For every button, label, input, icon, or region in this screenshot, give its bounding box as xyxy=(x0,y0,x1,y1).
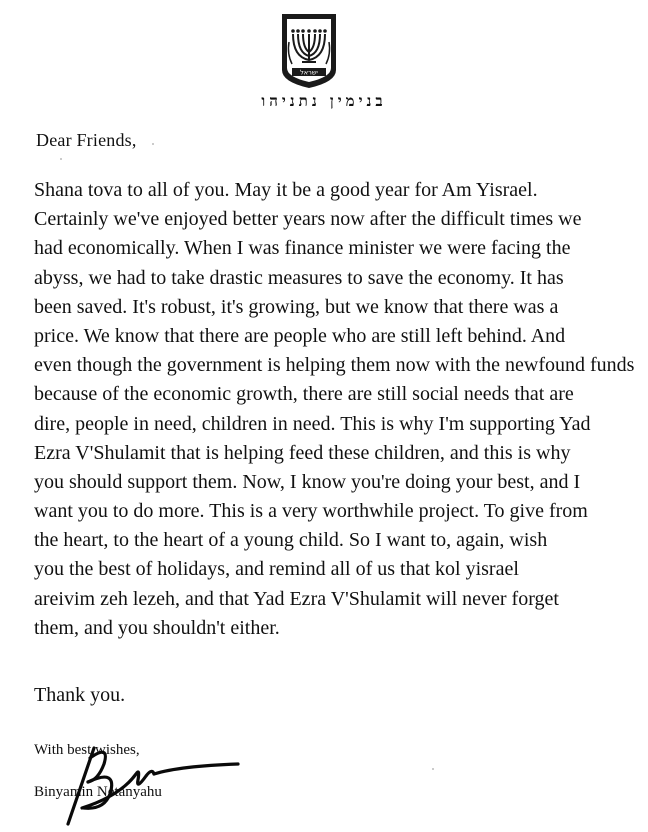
body-line: because of the economic growth, there are still social needs that are xyxy=(34,383,574,406)
signer-name: Binyamin Netanyahu xyxy=(34,784,162,800)
body-line: Shana tova to all of you. May it be a good year for Am Yisrael. xyxy=(34,179,538,201)
body-line: even though the government is helping them now with the newfound funds xyxy=(34,354,635,377)
body-line: Certainly we've enjoyed better years now after the difficult times we xyxy=(34,208,582,231)
handwritten-signature xyxy=(60,738,240,828)
body-line: abyss, we had to take drastic measures to save the economy. It has xyxy=(34,266,564,289)
body-line: Ezra V'Shulamit that is helping feed these children, and this is why xyxy=(34,441,571,464)
body-line: the heart, to the heart of a young child. So I want to, again, wish xyxy=(34,529,548,552)
scan-speck xyxy=(432,768,434,770)
body-line: them, and you shouldn't either. xyxy=(34,616,280,639)
scan-speck xyxy=(152,143,154,145)
body-line: areivim zeh lezeh, and that Yad Ezra V'Shulamit will never forget xyxy=(34,587,559,610)
closing: Thank you. xyxy=(34,684,126,706)
body-line: want you to do more. This is a very worthwhile project. To give from xyxy=(34,500,588,523)
letterhead-name-hebrew: בנימין נתניהו xyxy=(261,92,387,110)
scan-speck xyxy=(60,158,62,160)
letter-body xyxy=(34,176,644,643)
body-line: price. We know that there are people who are still left behind. And xyxy=(34,324,566,347)
body-line: you should support them. Now, I know you're doing your best, and I xyxy=(34,470,581,493)
state-of-israel-emblem-icon xyxy=(278,12,340,90)
body-line: had economically. When I was finance minister we were facing the xyxy=(34,237,571,260)
emblem-caption: ישראל xyxy=(300,68,318,77)
body-line: been saved. It's robust, it's growing, but we know that there was a xyxy=(34,295,559,318)
salutation: Dear Friends, xyxy=(36,130,137,150)
body-line: dire, people in need, children in need. This is why I'm supporting Yad xyxy=(34,412,591,435)
sign-off: With best wishes, xyxy=(34,742,140,758)
body-line: you the best of holidays, and remind all of us that kol yisrael xyxy=(34,558,519,581)
